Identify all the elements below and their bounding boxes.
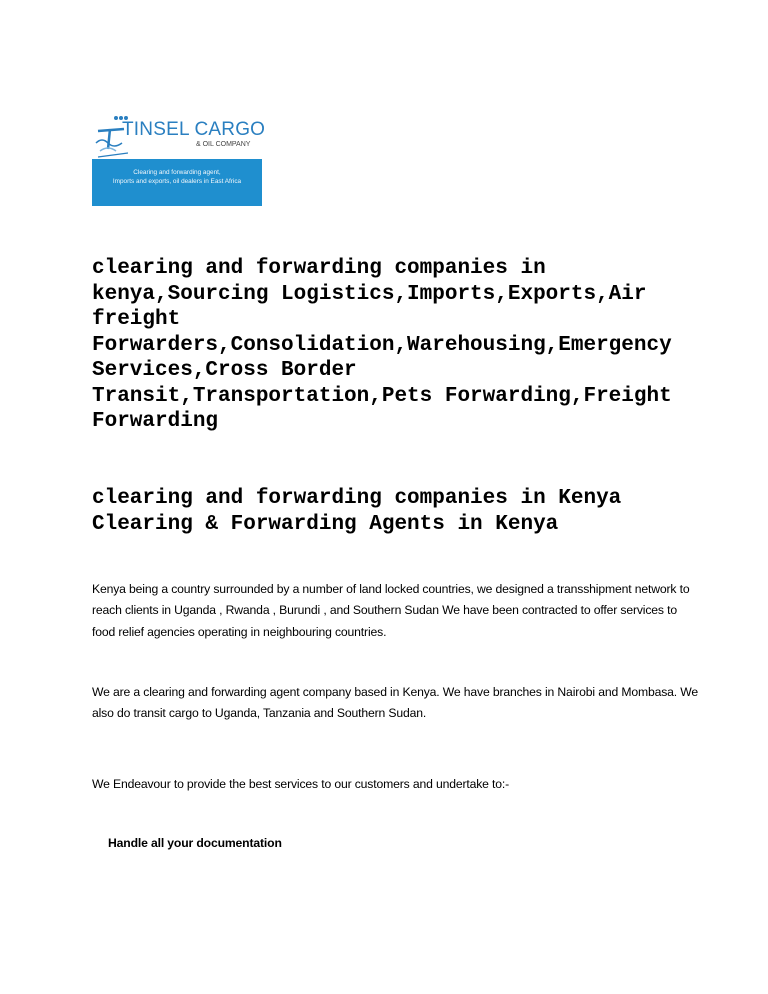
list-item: Handle all your documentation [108, 836, 282, 850]
paragraph-undertaking: We Endeavour to provide the best services to our customers and undertake to:- [92, 777, 510, 791]
paragraph-transshipment: Kenya being a country surrounded by a number of land locked countries, we designed a transshipment network to reach clients in Uganda , Rwanda , Burundi , and Southern Sudan We have been contracted to offer services to food relief agencies operating in neighbouring countries. [92, 582, 690, 639]
logo-subtitle: & OIL COMPANY [196, 141, 251, 148]
logo-tagline [92, 169, 262, 186]
company-logo [92, 111, 266, 206]
sub-heading-line-1: clearing and forwarding companies in Kenya [92, 487, 622, 510]
paragraph-company-branches: We are a clearing and forwarding agent company based in Kenya. We have branches in Nairobi and Mombasa. We also do transit cargo to Uganda, Tanzania and Southern Sudan. [92, 685, 699, 721]
logo-brand-name: TINSEL CARGO [122, 119, 266, 140]
logo-top [92, 111, 266, 161]
logo-tagline-line-1: Clearing and forwarding agent, [133, 169, 221, 176]
sub-heading [92, 486, 712, 537]
sub-heading-line-2: Clearing & Forwarding Agents in Kenya [92, 512, 559, 536]
main-heading: clearing and forwarding companies in kenya,Sourcing Logistics,Imports,Exports,Air freight Forwarders,Consolidation,Warehousing,Emergency Services,Cross Border Transit,Transportation,Pets Forwarding,Freight Forwarding [92, 257, 672, 433]
logo-tagline-line-2: Imports and exports, oil dealers in East Africa [112, 177, 242, 185]
